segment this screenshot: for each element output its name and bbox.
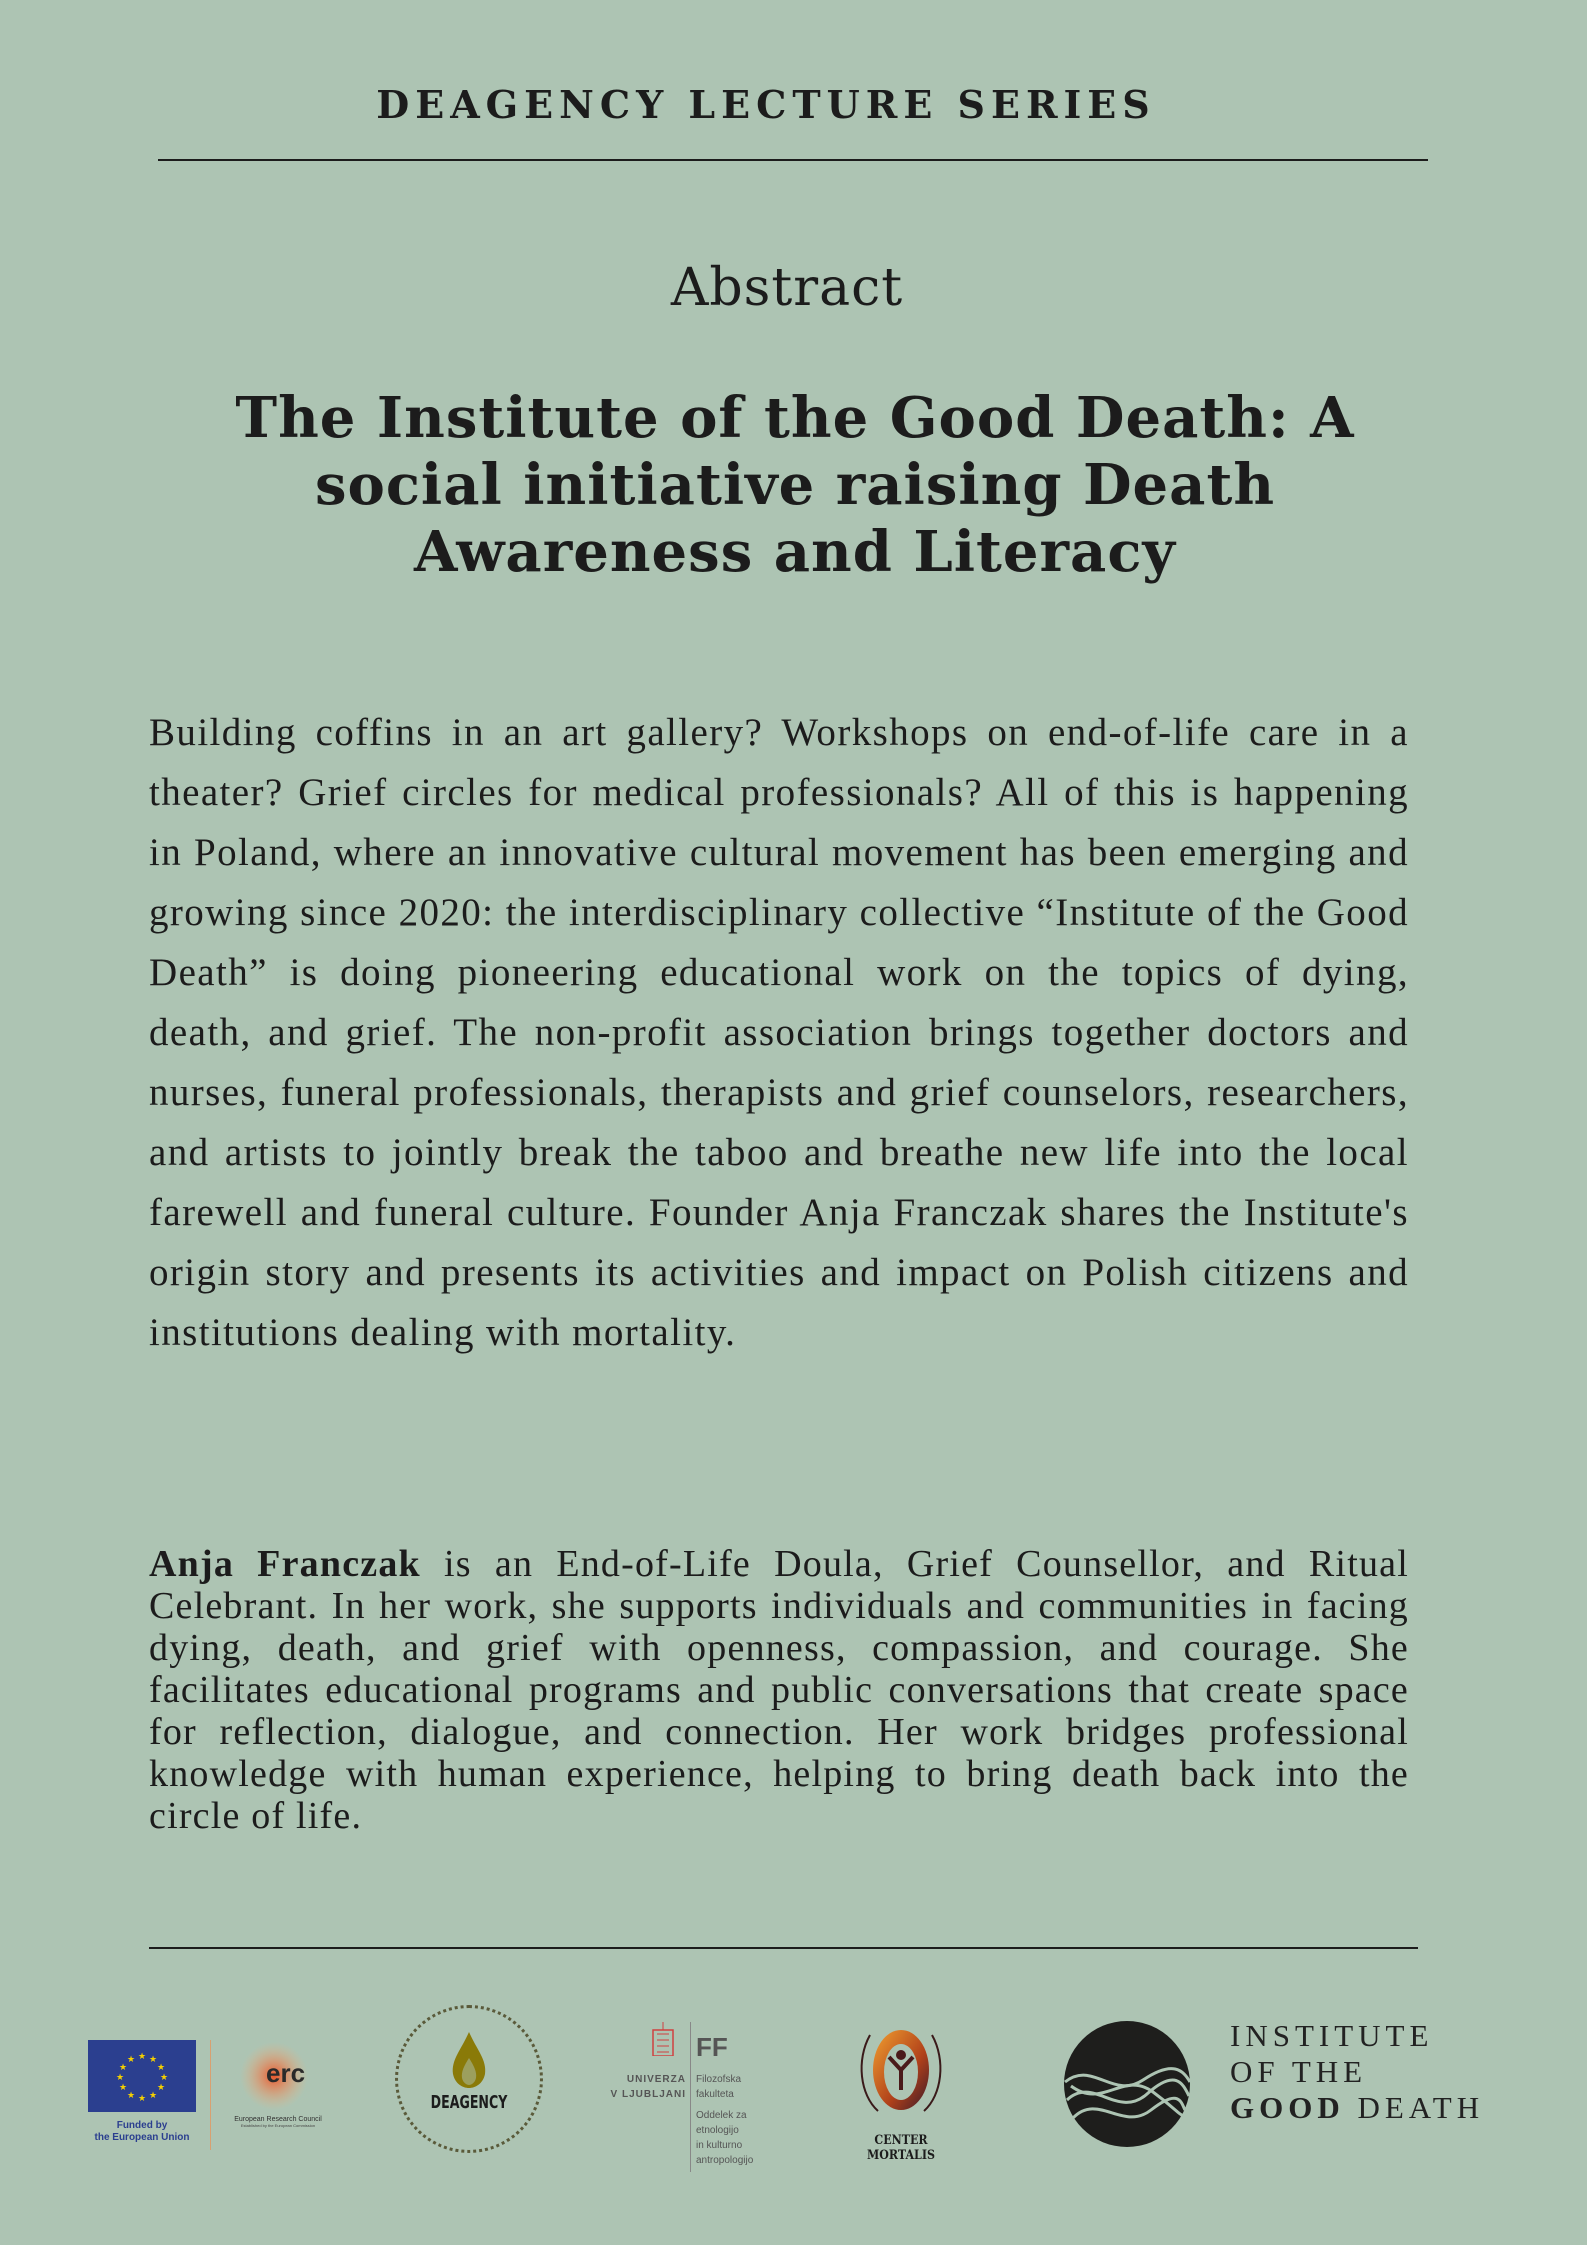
erc-mark: erc: [266, 2058, 306, 2088]
eu-flag-icon: [88, 2040, 196, 2112]
deagency-logo: [395, 2005, 543, 2153]
eu-erc-divider: [210, 2040, 211, 2150]
lecture-title: The Institute of the Good Death: A social initiative raising Death Awareness and Literacy: [235, 385, 1355, 585]
svg-text:★: ★: [126, 2055, 136, 2065]
footer-divider: [149, 1947, 1418, 1949]
erc-logo: [218, 2040, 338, 2128]
svg-text:★: ★: [118, 2063, 128, 2073]
igd-line2: OF THE: [1230, 2054, 1368, 2089]
mortalis-name: CENTER MORTALIS: [867, 2133, 935, 2163]
eu-logo: [88, 2040, 198, 2144]
header-divider: [158, 159, 1428, 161]
flame-icon: [449, 2030, 489, 2090]
abstract-text: Building coffins in an art gallery? Workshops on end-of-life care in a theater? Grief circles for medical professionals? All of this is happening in Poland, where an innovative cultural movement has been emerging and growing since 2020: the interdisciplinary collective “Institute of the Good Death” is doing pioneering educational work on the topics of dying, death, and grief. The non-profit association brings together doctors and nurses, funeral professionals, therapists and grief counselors, researchers, and artists to jointly break the taboo and breathe new life into the local farewell and funeral culture. Founder Anja Franczak shares the Institute's origin story and presents its activities and impact on Polish citizens and institutions dealing with mortality.: [149, 711, 1409, 1354]
bio-text: is an End-of-Life Doula, Grief Counsellor, and Ritual Celebrant. In her work, she supports individuals and communities in facing dying, death, and grief with openness, compassion, and courage. She facilitates educational programs and public conversations that create space for reflection, dialogue, and connection. Her work bridges professional knowledge with human experience, helping to bring death back into the circle of life.: [149, 1543, 1409, 1837]
svg-text:★: ★: [126, 2091, 136, 2101]
svg-text:★: ★: [148, 2055, 158, 2065]
igd-wordmark: [1230, 2018, 1484, 2126]
igd-line3-rest: DEATH: [1344, 2090, 1485, 2125]
waves-circle-icon: [1063, 2020, 1191, 2148]
university-building-icon: [652, 2022, 674, 2056]
uni-line2: V LJUBLJANI: [610, 2089, 686, 2100]
dept-line: in kulturno: [696, 2140, 743, 2151]
igd-line1: INSTITUTE: [1230, 2018, 1434, 2053]
faculty-line2: fakulteta: [696, 2089, 734, 2100]
svg-text:★: ★: [115, 2073, 125, 2083]
dept-line: Oddelek za: [696, 2110, 747, 2121]
speaker-bio: [149, 1543, 1409, 1837]
svg-text:★: ★: [137, 2052, 147, 2062]
erc-name: European Research Council: [234, 2116, 322, 2123]
eu-line1: Funded by: [116, 2120, 168, 2131]
uni-line1: UNIVERZA: [626, 2074, 686, 2085]
svg-text:★: ★: [148, 2091, 158, 2101]
dept-line: antropologijo: [696, 2155, 754, 2166]
center-mortalis-logo: [836, 2015, 966, 2163]
ff-mark: FF: [696, 2032, 728, 2062]
svg-text:★: ★: [156, 2063, 166, 2073]
eu-line2: the European Union: [94, 2132, 190, 2143]
mortalis-emblem-icon: [856, 2015, 946, 2119]
ul-ff-logo: [608, 2022, 778, 2172]
svg-text:★: ★: [137, 2094, 147, 2104]
igd-line3-bold: GOOD: [1230, 2090, 1345, 2125]
svg-text:★: ★: [156, 2083, 166, 2093]
series-header: DEAGENCY LECTURE SERIES: [376, 82, 1156, 127]
speaker-name: Anja Franczak: [149, 1543, 421, 1585]
faculty-line1: Filozofska: [696, 2074, 742, 2085]
section-label: Abstract: [670, 258, 904, 318]
svg-text:★: ★: [118, 2083, 128, 2093]
deagency-name: DEAGENCY: [430, 2092, 508, 2113]
dept-line: etnologijo: [696, 2125, 739, 2136]
erc-sub: Established by the European Commission: [240, 2123, 316, 2128]
igd-emblem: [1063, 2020, 1191, 2148]
svg-text:★: ★: [159, 2073, 169, 2083]
